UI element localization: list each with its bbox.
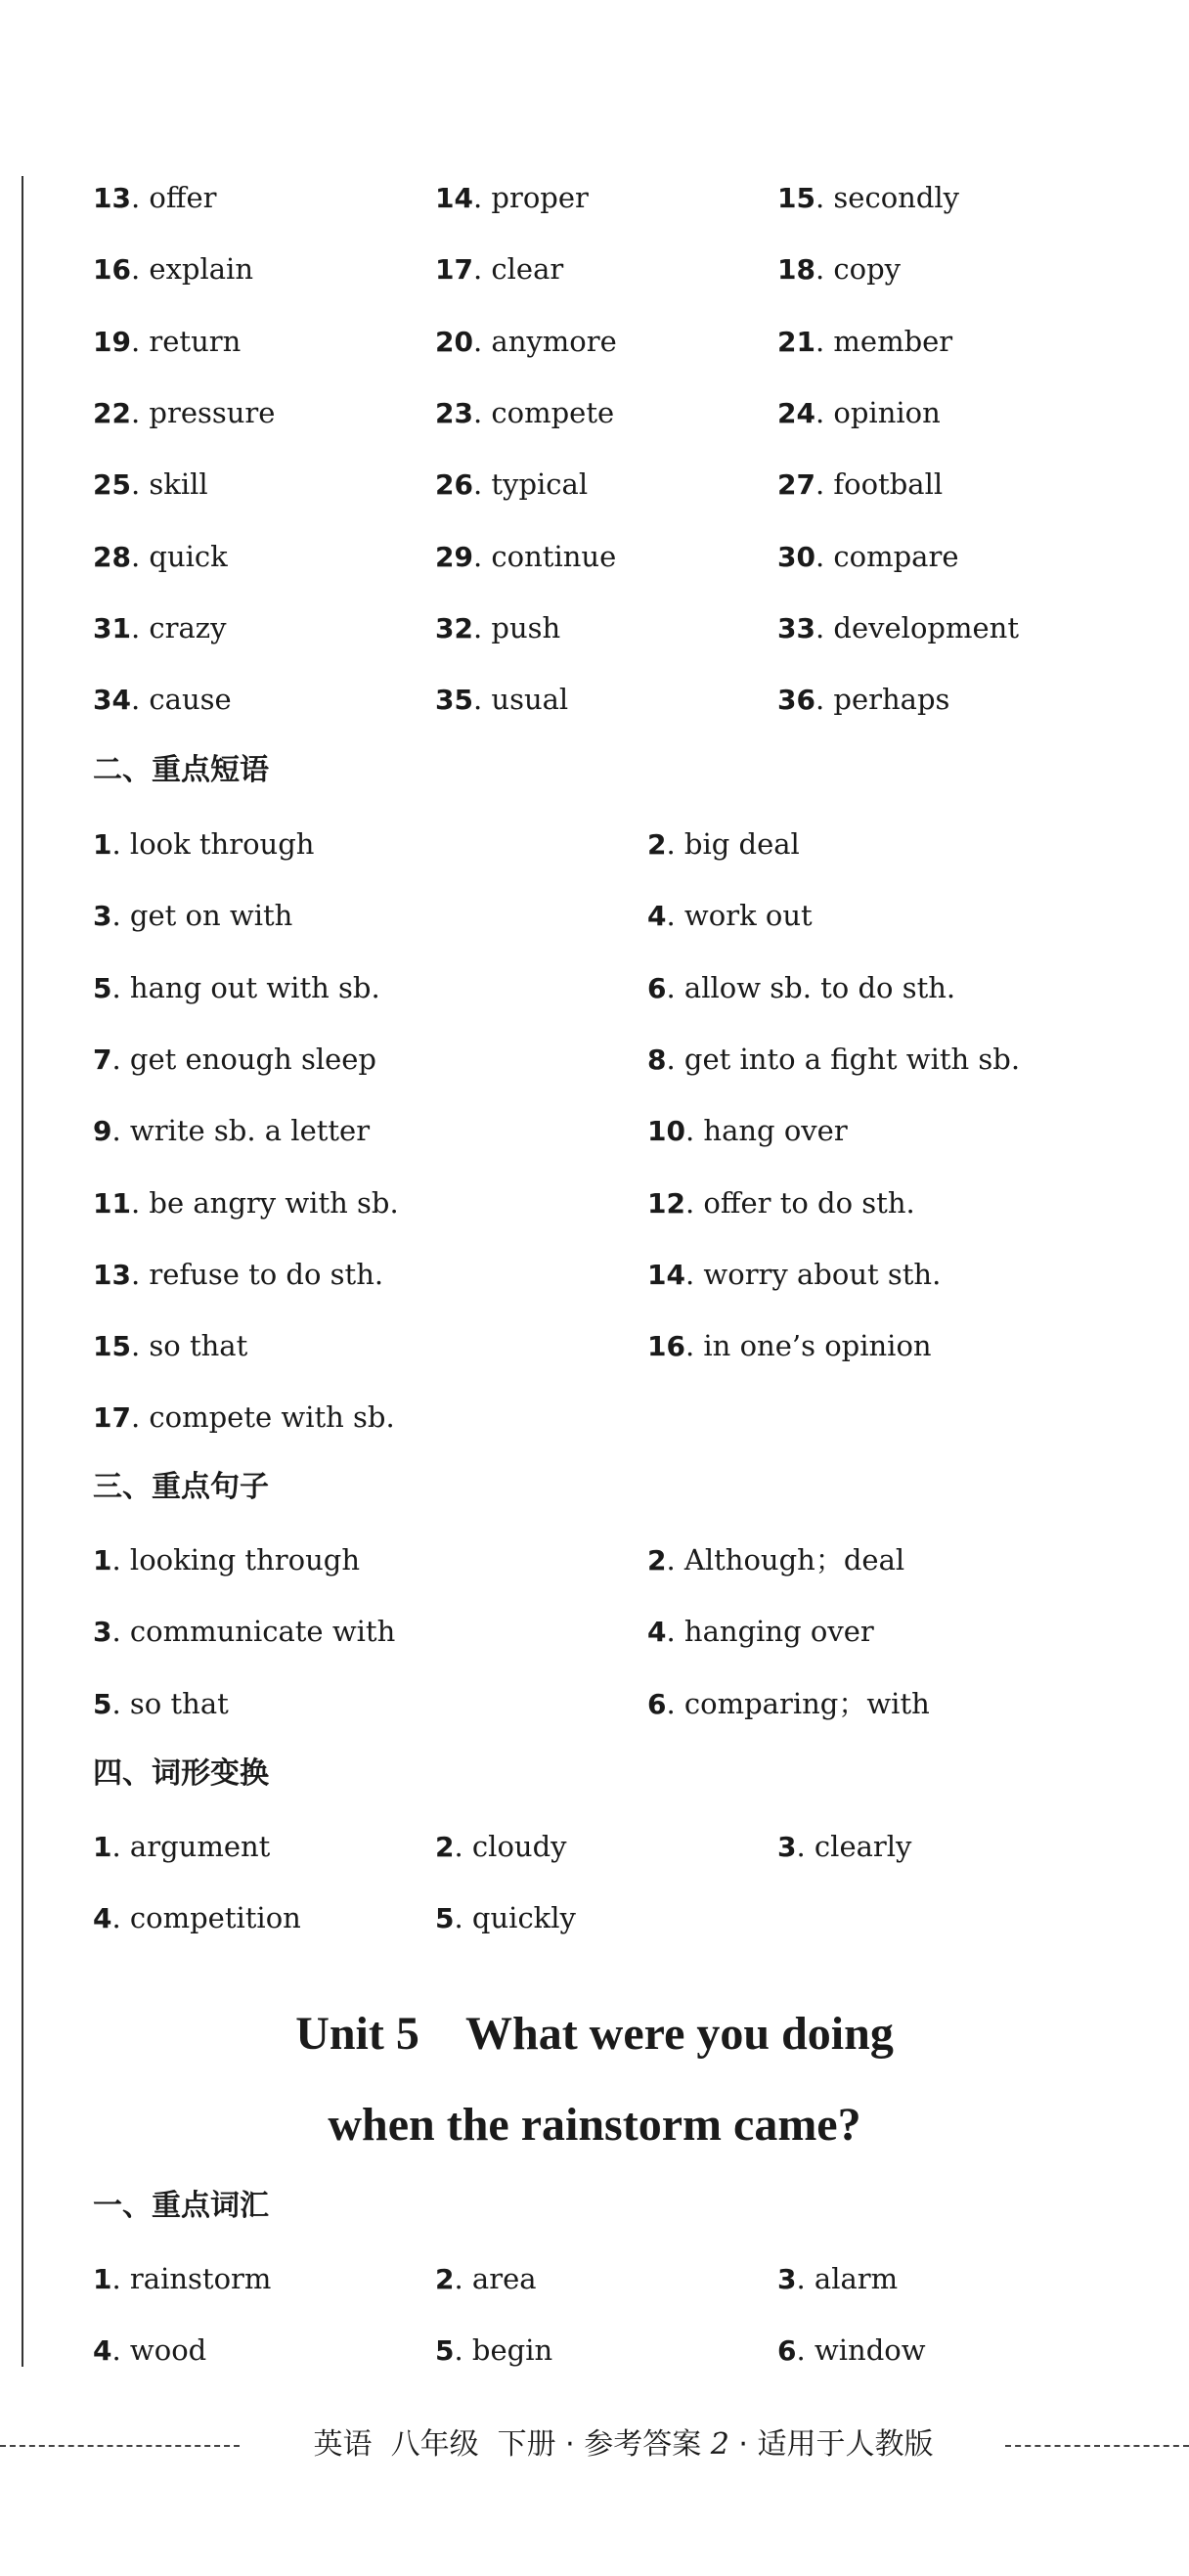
answer-number: 16 <box>647 1330 685 1363</box>
answer-number-separator: . <box>684 1329 704 1363</box>
answer-text: usual <box>491 683 569 717</box>
answer-text: clear <box>491 252 564 287</box>
answer-text: begin <box>471 2333 553 2368</box>
answer-row <box>93 1684 1149 1723</box>
answer-number: 3 <box>93 1616 112 1649</box>
answer-number-separator: . <box>111 827 130 861</box>
answer-number: 25 <box>93 468 131 502</box>
answer-text: secondly <box>833 181 960 214</box>
answer-text: continue <box>491 539 617 573</box>
answer-item <box>93 2331 206 2371</box>
answer-number: 17 <box>93 1401 131 1435</box>
answer-number: 20 <box>435 325 473 358</box>
answer-item <box>435 322 617 362</box>
answer-text: so that <box>149 1329 248 1363</box>
answer-item <box>435 178 589 218</box>
answer-text: window <box>814 2333 926 2368</box>
answer-text: copy <box>833 252 902 287</box>
answer-number: 5 <box>435 1902 455 1935</box>
answer-row <box>93 968 1149 1007</box>
answer-item <box>435 465 588 505</box>
answer-row <box>93 2259 1149 2298</box>
answer-text: hang out with sb. <box>129 970 380 1004</box>
answer-text: pressure <box>149 395 276 429</box>
answer-text: football <box>833 467 944 502</box>
answer-number-separator: . <box>111 970 130 1004</box>
answer-item <box>93 1183 399 1223</box>
answer-item <box>647 1040 1020 1080</box>
answer-item <box>647 1684 930 1724</box>
answer-number: 13 <box>93 1258 131 1291</box>
answer-number: 4 <box>93 1902 112 1935</box>
answer-number: 8 <box>647 1043 667 1076</box>
answer-text: allow sb. to do sth. <box>683 970 956 1004</box>
answer-number: 33 <box>777 611 815 644</box>
answer-number-separator: . <box>472 539 492 573</box>
answer-text: clearly <box>814 1830 912 1863</box>
answer-number-separator: . <box>815 539 834 573</box>
answer-number: 12 <box>647 1186 685 1220</box>
answer-item <box>93 1612 395 1652</box>
answer-number: 2 <box>435 1831 455 1863</box>
answer-item <box>777 465 943 505</box>
answer-number: 13 <box>93 182 131 214</box>
answer-text: in one’s opinion <box>703 1329 932 1363</box>
page-footer <box>0 2416 1189 2474</box>
answer-item <box>435 1827 567 1867</box>
answer-item <box>93 537 228 577</box>
answer-text: crazy <box>149 610 227 644</box>
answer-item <box>647 1540 904 1580</box>
answer-row <box>93 608 1149 647</box>
answer-number-separator: . <box>111 1615 130 1649</box>
answer-number-separator: . <box>796 2262 815 2295</box>
answer-number-separator: . <box>472 252 492 287</box>
answer-item <box>435 608 560 648</box>
answer-item <box>93 824 314 865</box>
answer-number: 15 <box>777 182 815 214</box>
answer-text: offer to do sth. <box>703 1185 915 1220</box>
answer-item <box>647 1612 874 1652</box>
footer-dashed-rule-right <box>1005 2445 1189 2447</box>
answer-number: 24 <box>777 396 815 429</box>
unit-title-line-2: when the rainstorm came? <box>328 2099 861 2151</box>
answer-number: 29 <box>435 540 473 573</box>
answer-number-separator: . <box>815 324 834 358</box>
answer-number-separator: . <box>666 1543 684 1577</box>
answer-number: 35 <box>435 684 473 717</box>
answer-text: rainstorm <box>129 2262 272 2295</box>
answer-number: 2 <box>647 828 667 861</box>
answer-item <box>647 896 813 936</box>
answer-item <box>647 1183 915 1223</box>
answer-number-separator: . <box>472 181 492 214</box>
answer-number-separator: . <box>666 899 684 933</box>
answer-item <box>93 1111 370 1151</box>
answer-item <box>93 1398 395 1438</box>
answer-text: look through <box>129 827 315 861</box>
answer-number: 5 <box>93 971 112 1004</box>
answer-text: comparing；with <box>683 1686 930 1720</box>
answer-item <box>93 608 226 648</box>
answer-number-separator: . <box>130 324 150 358</box>
answer-number: 26 <box>435 468 473 502</box>
answer-row <box>93 1255 1149 1294</box>
answer-item <box>93 249 253 289</box>
answer-number: 34 <box>93 684 131 717</box>
answer-item <box>647 824 800 865</box>
answer-text: Although；deal <box>683 1543 905 1577</box>
answer-number-separator: . <box>815 610 834 644</box>
answer-number: 4 <box>647 900 667 933</box>
answer-text: quick <box>149 539 228 573</box>
answer-item <box>93 393 275 433</box>
answer-row <box>93 896 1149 935</box>
answer-number-separator: . <box>666 1615 684 1649</box>
answer-item <box>93 322 241 362</box>
answer-item <box>647 1326 932 1366</box>
answer-row <box>93 249 1149 289</box>
answer-number: 16 <box>93 253 131 287</box>
answer-text: compete with sb. <box>149 1400 395 1435</box>
answer-item <box>777 680 949 720</box>
footer-dashed-rule-left <box>0 2445 240 2447</box>
answer-item <box>777 322 952 362</box>
answer-item <box>777 178 959 218</box>
answer-number-separator: . <box>454 2262 472 2295</box>
page-number: 2 <box>710 2427 729 2462</box>
answer-number: 19 <box>93 325 131 358</box>
answer-item <box>435 2331 552 2371</box>
answer-number-separator: . <box>130 467 150 502</box>
answer-row <box>93 322 1149 361</box>
answer-number: 36 <box>777 684 815 717</box>
answer-number: 14 <box>647 1258 685 1291</box>
answer-text: looking through <box>129 1543 360 1577</box>
answer-text: anymore <box>491 324 617 358</box>
answer-item <box>777 537 959 577</box>
answer-text: alarm <box>814 2262 899 2295</box>
answer-text: big deal <box>683 827 800 861</box>
answer-item <box>647 968 955 1008</box>
answer-number-separator: . <box>130 610 150 644</box>
answer-item <box>777 608 1019 648</box>
answer-number-separator: . <box>130 181 150 214</box>
answer-number: 17 <box>435 253 473 287</box>
answer-item <box>93 1898 301 1938</box>
answer-number-separator: . <box>454 2333 472 2368</box>
answer-item <box>93 1540 360 1580</box>
answer-item <box>435 680 568 720</box>
answer-row <box>93 1111 1149 1150</box>
section-heading-phrases: 二、重点短语 <box>93 753 269 787</box>
answer-number: 18 <box>777 253 815 287</box>
answer-number: 31 <box>93 611 131 644</box>
answer-text: hang over <box>703 1114 848 1148</box>
answer-number: 6 <box>647 1687 667 1720</box>
answer-item <box>647 1111 848 1151</box>
answer-number: 9 <box>93 1115 112 1148</box>
answer-row <box>93 178 1149 217</box>
answer-text: member <box>833 324 953 358</box>
answer-text: return <box>149 324 242 358</box>
answer-number: 6 <box>647 971 667 1004</box>
answer-number-separator: . <box>472 683 492 717</box>
answer-text: opinion <box>833 395 941 429</box>
answer-text: so that <box>129 1686 229 1720</box>
answer-number-separator: . <box>472 610 492 644</box>
answer-item <box>93 178 217 218</box>
answer-number: 23 <box>435 396 473 429</box>
answer-number-separator: . <box>472 467 492 502</box>
answer-number-separator: . <box>111 2333 130 2368</box>
answer-text: typical <box>491 467 589 502</box>
answer-item <box>93 2259 271 2299</box>
answer-number-separator: . <box>472 395 492 429</box>
answer-text: compete <box>491 395 615 429</box>
answer-row <box>93 393 1149 432</box>
answer-number-separator: . <box>684 1257 704 1291</box>
answer-item <box>93 1684 229 1724</box>
answer-number-separator: . <box>130 1329 150 1363</box>
answer-number-separator: . <box>454 1830 472 1863</box>
answer-item <box>93 680 232 720</box>
answer-number: 10 <box>647 1115 685 1148</box>
answer-number: 22 <box>93 396 131 429</box>
answer-number: 7 <box>93 1043 112 1076</box>
answer-text: cloudy <box>471 1830 567 1863</box>
answer-number: 2 <box>435 2263 455 2295</box>
answer-text: explain <box>149 252 254 287</box>
answer-number: 21 <box>777 325 815 358</box>
answer-text: cause <box>149 683 232 717</box>
answer-item <box>93 465 208 505</box>
answer-text: get into a fight with sb. <box>683 1042 1021 1076</box>
answer-row <box>93 1326 1149 1365</box>
answer-number-separator: . <box>666 827 684 861</box>
answer-number: 11 <box>93 1186 131 1220</box>
answer-text: proper <box>491 181 589 214</box>
answer-number-separator: . <box>130 1257 150 1291</box>
answer-number: 4 <box>93 2334 112 2368</box>
answer-number-separator: . <box>815 683 834 717</box>
answer-number-separator: . <box>666 1042 684 1076</box>
answer-number: 30 <box>777 540 815 573</box>
answer-number: 1 <box>93 2263 112 2295</box>
answer-number: 2 <box>647 1544 667 1577</box>
footer-text <box>249 2425 997 2465</box>
answer-number: 5 <box>435 2334 455 2368</box>
answer-number-separator: . <box>111 1042 130 1076</box>
answer-text: quickly <box>471 1901 576 1935</box>
answer-number-separator: . <box>130 1400 150 1435</box>
answer-number: 14 <box>435 182 473 214</box>
answer-item <box>93 896 292 936</box>
section-heading-word-forms: 四、词形变换 <box>93 1756 269 1791</box>
answer-item <box>93 1827 270 1867</box>
unit-title-line-1: Unit 5 What were you doing <box>295 2008 894 2060</box>
answer-number: 1 <box>93 1831 112 1863</box>
answer-number-separator: . <box>815 467 834 502</box>
answer-item <box>435 1898 576 1938</box>
answer-number-separator: . <box>796 2333 815 2368</box>
answer-number: 3 <box>93 900 112 933</box>
answer-number-separator: . <box>666 970 684 1004</box>
answer-number: 3 <box>777 2263 797 2295</box>
answer-number-separator: . <box>111 1686 130 1720</box>
answer-number: 27 <box>777 468 815 502</box>
answer-item <box>777 249 901 289</box>
answer-row <box>93 2331 1149 2370</box>
answer-item <box>777 2331 926 2371</box>
answer-number-separator: . <box>684 1185 704 1220</box>
answer-number-separator: . <box>130 395 150 429</box>
answer-number: 4 <box>647 1616 667 1649</box>
answer-row <box>93 824 1149 864</box>
answer-row <box>93 1612 1149 1651</box>
answer-text: get enough sleep <box>129 1042 377 1076</box>
answer-number-separator: . <box>454 1901 472 1935</box>
answer-text: be angry with sb. <box>149 1185 399 1220</box>
answer-number: 1 <box>93 1544 112 1577</box>
answer-number-separator: . <box>796 1830 815 1863</box>
answer-text: write sb. a letter <box>129 1114 371 1148</box>
answer-text: communicate with <box>129 1615 396 1649</box>
answer-row <box>93 680 1149 719</box>
answer-row <box>93 537 1149 576</box>
answer-item <box>777 1827 911 1867</box>
answer-item <box>435 249 563 289</box>
answer-number: 28 <box>93 540 131 573</box>
answer-number: 3 <box>777 1831 797 1863</box>
answer-number-separator: . <box>111 2262 130 2295</box>
section-heading-vocabulary: 一、重点词汇 <box>93 2189 269 2223</box>
footer-edition: · 适用于人教版 <box>728 2427 934 2462</box>
answer-item <box>647 1255 941 1295</box>
answer-number: 1 <box>93 828 112 861</box>
footer-book-info: 英语 八年级 下册 · 参考答案 <box>313 2427 711 2462</box>
answer-number: 6 <box>777 2334 797 2368</box>
answer-text: refuse to do sth. <box>149 1257 384 1291</box>
answer-number-separator: . <box>815 181 834 214</box>
answer-number: 5 <box>93 1687 112 1720</box>
answer-number-separator: . <box>111 1114 130 1148</box>
answer-number-separator: . <box>815 252 834 287</box>
answer-number-separator: . <box>130 1185 150 1220</box>
answer-text: perhaps <box>833 683 950 717</box>
answer-text: push <box>491 610 561 644</box>
section-heading-sentences: 三、重点句子 <box>93 1470 269 1504</box>
answer-text: development <box>833 610 1019 644</box>
answer-text: competition <box>129 1901 301 1935</box>
answer-row <box>93 1827 1149 1866</box>
answer-row <box>93 1040 1149 1079</box>
answer-number-separator: . <box>111 1543 130 1577</box>
answer-number-separator: . <box>111 1901 130 1935</box>
answer-text: skill <box>149 467 208 502</box>
answer-item <box>93 968 380 1008</box>
answer-item <box>93 1326 247 1366</box>
answer-number-separator: . <box>130 683 150 717</box>
answer-text: compare <box>833 539 959 573</box>
answer-text: hanging over <box>683 1615 874 1649</box>
answer-number-separator: . <box>684 1114 704 1148</box>
answer-text: get on with <box>129 899 293 933</box>
answer-number-separator: . <box>815 395 834 429</box>
answer-number-separator: . <box>130 252 150 287</box>
answer-item <box>93 1255 383 1295</box>
answer-number-separator: . <box>111 1830 130 1863</box>
answer-row <box>93 465 1149 504</box>
answer-row <box>93 1183 1149 1222</box>
answer-row <box>93 1398 1149 1437</box>
answer-item <box>777 393 941 433</box>
answer-text: worry about sth. <box>703 1257 942 1291</box>
answer-number: 15 <box>93 1330 131 1363</box>
answer-row <box>93 1898 1149 1937</box>
answer-item <box>435 2259 537 2299</box>
answer-text: wood <box>129 2333 207 2368</box>
answer-row <box>93 1540 1149 1579</box>
answer-text: offer <box>149 181 217 214</box>
answer-number-separator: . <box>111 899 130 933</box>
answer-item <box>435 393 614 433</box>
answer-number-separator: . <box>472 324 492 358</box>
answer-text: area <box>471 2262 537 2295</box>
answer-number-separator: . <box>130 539 150 573</box>
answer-text: argument <box>129 1830 271 1863</box>
answer-text: work out <box>683 899 813 933</box>
answer-number: 32 <box>435 611 473 644</box>
answer-number-separator: . <box>666 1686 684 1720</box>
answer-item <box>435 537 616 577</box>
answer-item <box>93 1040 376 1080</box>
answer-item <box>777 2259 898 2299</box>
